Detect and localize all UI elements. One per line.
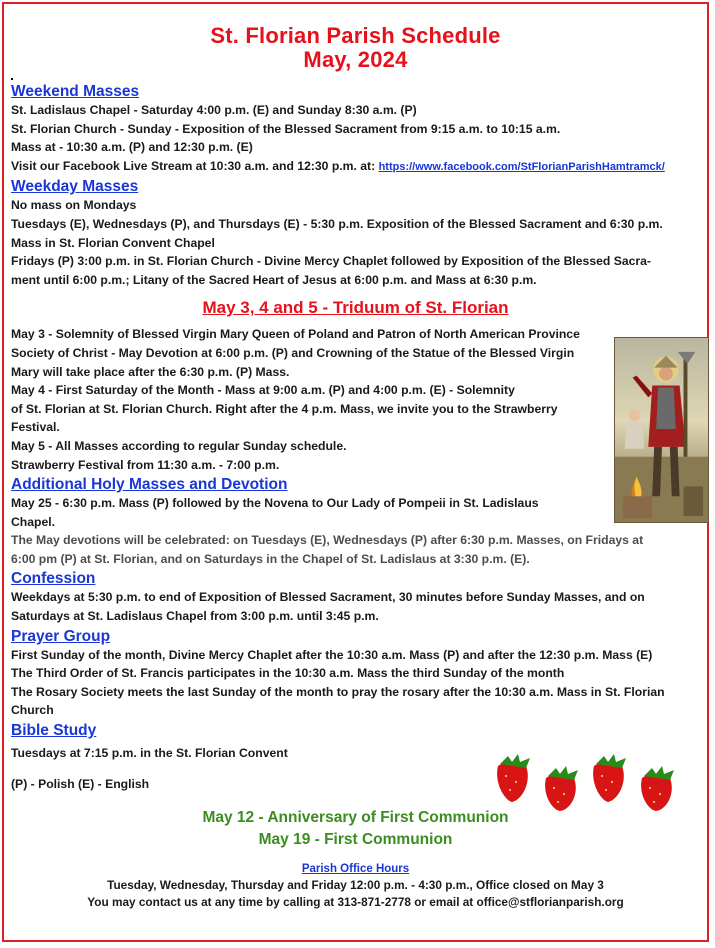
confession-line: Saturdays at St. Ladislaus Chapel from 3:00 p.m. until 3:45 p.m. — [11, 609, 379, 624]
prayer-group-heading: Prayer Group — [11, 627, 111, 645]
triduum-line: Festival. — [11, 420, 60, 435]
triduum-line: May 4 - First Saturday of the Month - Mass at 9:00 a.m. (P) and 4:00 p.m. (E) - Solemnity — [11, 383, 515, 398]
page-title: St. Florian Parish Schedule — [210, 23, 501, 48]
triduum-line: May 5 - All Masses according to regular Sunday schedule. — [11, 438, 347, 453]
first-communion: May 19 - First Communion — [258, 831, 453, 849]
additional-line: Chapel. — [11, 514, 56, 529]
confession-heading: Confession — [11, 570, 96, 588]
prayer-line: The Rosary Society meets the last Sunday of the month to pray the rosary after the 10:30 a.m. Mass in St. Florian — [11, 684, 665, 699]
confession-line: Weekdays at 5:30 p.m. to end of Exposition of Blessed Sacrament, 30 minutes before Sunday Masses, and on — [11, 590, 645, 605]
weekday-line: Mass in St. Florian Convent Chapel — [11, 235, 215, 250]
office-hours-heading[interactable]: Parish Office Hours — [301, 863, 410, 876]
prayer-line: The Third Order of St. Francis participates in the 10:30 a.m. Mass the third Sunday of the month — [11, 666, 565, 681]
triduum-line: May 3 - Solemnity of Blessed Virgin Mary Queen of Poland and Patron of North American Province — [11, 327, 580, 342]
stray-dot — [11, 78, 13, 80]
weekend-line: Mass at - 10:30 a.m. (P) and 12:30 p.m. (E) — [11, 140, 253, 155]
devotion-line: The May devotions will be celebrated: on Tuesdays (E), Wednesdays (P) after 6:30 p.m. Masses, on Fridays at — [11, 533, 644, 548]
strawberry-icon — [593, 754, 626, 802]
first-communion-anniversary: May 12 - Anniversary of First Communion — [202, 809, 509, 827]
triduum-line: Society of Christ - May Devotion at 6:00 p.m. (P) and Crowning of the Statue of the Blessed Virgin — [11, 345, 575, 360]
bible-study-line: Tuesdays at 7:15 p.m. in the St. Florian Convent — [11, 746, 288, 761]
strawberry-icon — [497, 754, 530, 802]
devotion-line: 6:00 pm (P) at St. Florian, and on Saturdays in the Chapel of St. Ladislaus at 3:30 p.m. (E). — [11, 551, 530, 566]
prayer-line: First Sunday of the month, Divine Mercy Chaplet after the 10:30 a.m. Mass (P) and after the 12:30 p.m. Mass (E) — [11, 647, 653, 662]
weekend-masses-heading: Weekend Masses — [11, 83, 140, 100]
language-legend: (P) - Polish (E) - English — [11, 776, 150, 791]
triduum-line: Mary will take place after the 6:30 p.m. (P) Mass. — [11, 364, 290, 379]
weekend-line: St. Florian Church - Sunday - Exposition of the Blessed Sacrament from 9:15 a.m. to 10:15 a.m. — [11, 121, 561, 136]
weekend-line: St. Ladislaus Chapel - Saturday 4:00 p.m. (E) and Sunday 8:30 a.m. (P) — [11, 103, 417, 117]
strawberry-icon — [641, 766, 674, 811]
triduum-line: of St. Florian at St. Florian Church. Right after the 4 p.m. Mass, we invite you to the Strawberry — [11, 401, 558, 416]
strawberry-decoration — [490, 752, 690, 812]
facebook-line — [4, 157, 707, 177]
triduum-heading: May 3, 4 and 5 - Triduum of St. Florian — [202, 298, 509, 318]
page-subtitle: May, 2024 — [303, 47, 408, 72]
weekday-line: No mass on Mondays — [11, 198, 137, 213]
saint-florian-image — [614, 337, 709, 523]
additional-line: May 25 - 6:30 p.m. Mass (P) followed by the Novena to Our Lady of Pompeii in St. Ladislaus — [11, 496, 539, 511]
weekday-line: Tuesdays (E), Wednesdays (P), and Thursdays (E) - 5:30 p.m. Exposition of the Blessed Sacrament and 6:30 p.m. — [11, 216, 663, 231]
weekday-masses-heading: Weekday Masses — [11, 178, 139, 196]
weekday-line: ment until 6:00 p.m.; Litany of the Sacred Heart of Jesus at 6:00 p.m. and Mass at 6:30 p.m. — [11, 272, 537, 287]
contact-line: You may contact us at any time by calling at 313-871-2778 or email at office@stflorianparish.org — [87, 895, 624, 910]
prayer-line: Church — [11, 703, 54, 718]
weekday-line: Fridays (P) 3:00 p.m. in St. Florian Church - Divine Mercy Chaplet followed by Exposition of the Blessed Sacra- — [11, 254, 651, 269]
triduum-line: Strawberry Festival from 11:30 a.m. - 7:00 p.m. — [11, 457, 280, 472]
office-hours-line: Tuesday, Wednesday, Thursday and Friday 12:00 p.m. - 4:30 p.m., Office closed on May 3 — [107, 878, 604, 893]
additional-masses-heading: Additional Holy Masses and Devotion — [11, 476, 288, 494]
strawberry-icon — [545, 766, 578, 811]
facebook-link[interactable]: https://www.facebook.com/StFlorianParishHamtramck/ — [378, 160, 665, 173]
bible-study-heading: Bible Study — [11, 722, 97, 740]
facebook-text: Visit our Facebook Live Stream at 10:30 a.m. and 12:30 p.m. at: — [11, 158, 379, 173]
